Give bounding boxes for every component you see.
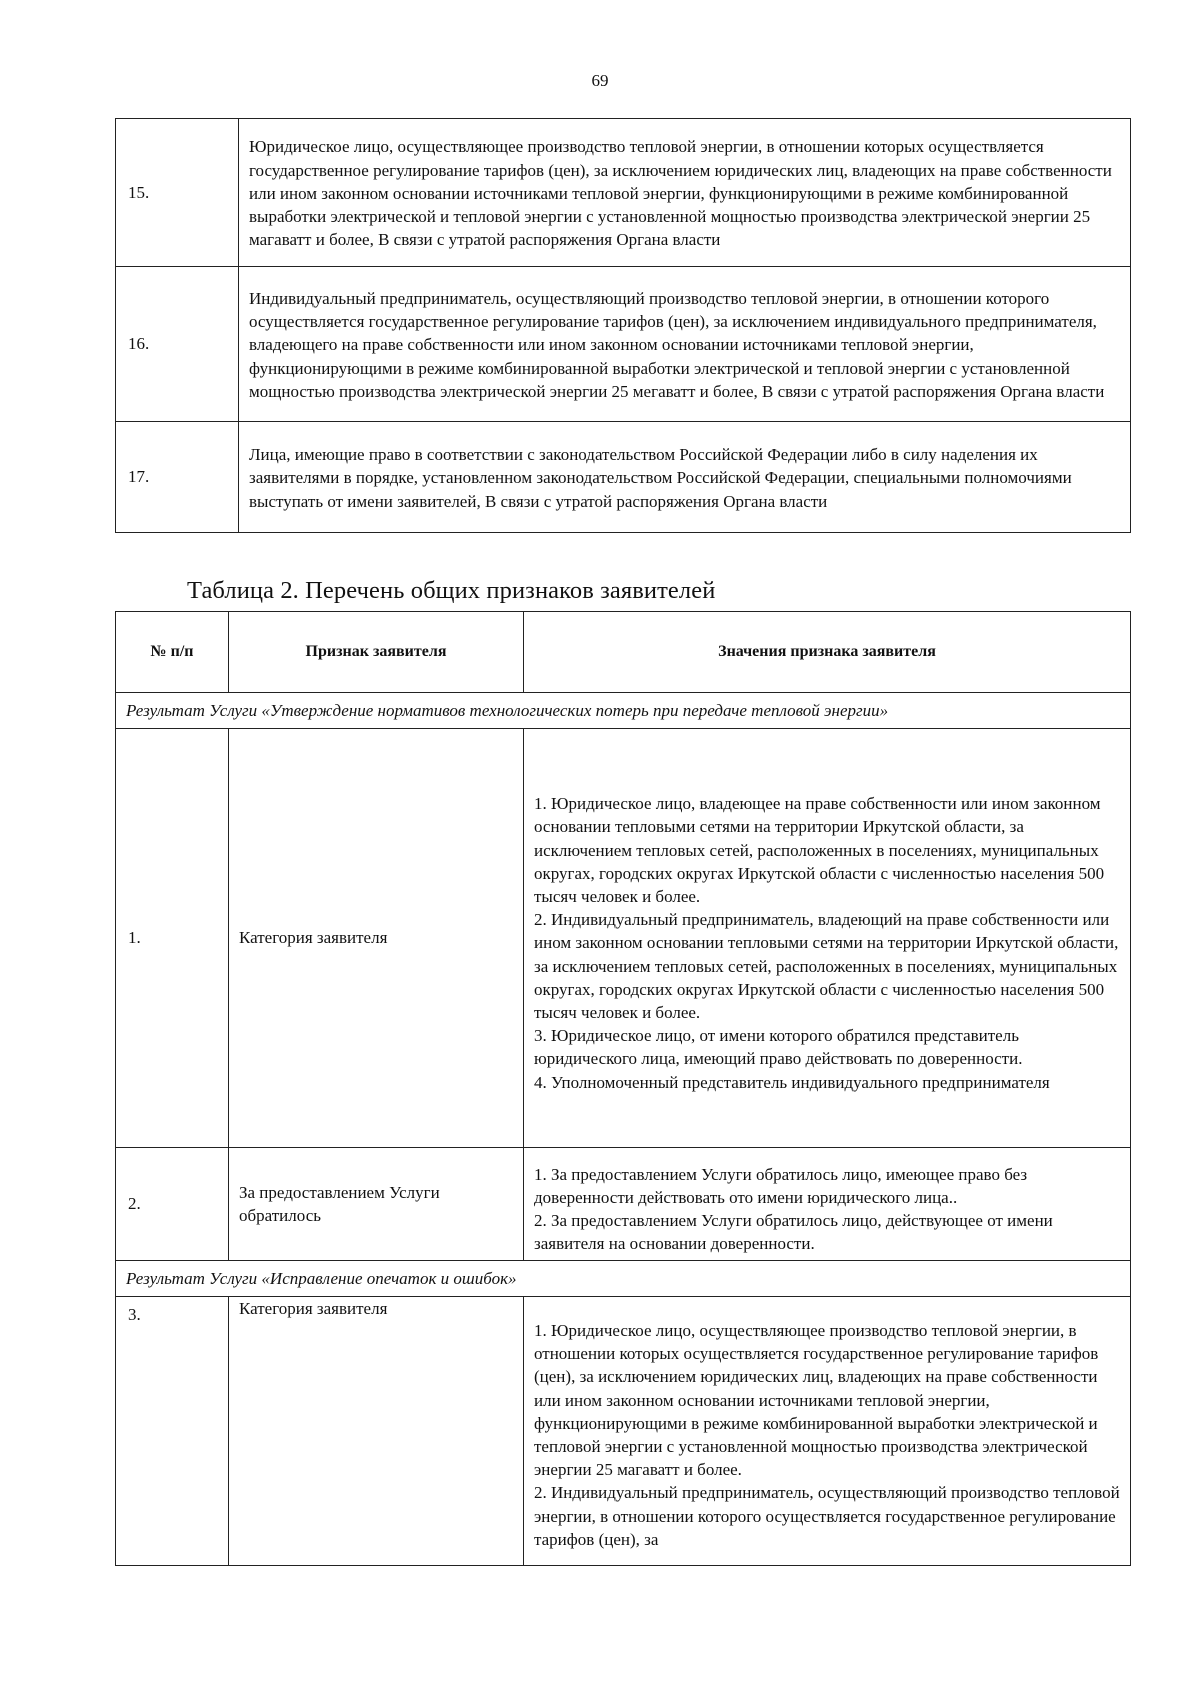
section-row — [116, 1261, 1131, 1297]
row-number: 16. — [116, 267, 239, 422]
section-row — [116, 693, 1131, 729]
row-values — [524, 729, 1131, 1148]
table-row — [116, 1148, 1131, 1261]
row-number: 2. — [116, 1148, 229, 1261]
value-item: 4. Уполномоченный представитель индивидуального предпринимателя — [534, 1072, 1050, 1092]
row-number: 17. — [116, 422, 239, 533]
header-values: Значения признака заявителя — [524, 612, 1131, 693]
row-criterion: Категория заявителя — [229, 729, 524, 1148]
value-list — [534, 1297, 1120, 1565]
table-row — [116, 729, 1131, 1148]
row-text: Лица, имеющие право в соответствии с законодательством Российской Федерации либо в силу наделения их заявителями в порядке, установленном законодательством Российской Федерации, специальными полномочиями выступать от имени заявителей, В связи с утратой распоряжения Органа власти — [239, 422, 1131, 533]
section-title: Результат Услуги «Утверждение нормативов технологических потерь при передаче тепловой энергии» — [116, 693, 1131, 729]
header-criterion: Признак заявителя — [229, 612, 524, 693]
page-number: 69 — [591, 71, 609, 90]
table-row — [116, 422, 1131, 533]
row-number: 1. — [116, 729, 229, 1148]
applicant-features-table — [115, 611, 1131, 1566]
row-text: Индивидуальный предприниматель, осуществляющий производство тепловой энергии, в отношении которого осуществляется государственное регулирование тарифов (цен), за исключением индивидуального предпринимателя, владеющего на праве собственности или ином законном основании источниками тепловой энергии, функционирующими в режиме комбинированной выработки электрической и тепловой энергии с установленной мощностью производства электрической энергии 25 мегаватт и более, В связи с утратой распоряжения Органа власти — [239, 267, 1131, 422]
value-item: 2. За предоставлением Услуги обратилось лицо, действующее от имени заявителя на основании доверенности. — [534, 1211, 1053, 1254]
row-text: Юридическое лицо, осуществляющее производство тепловой энергии, в отношении которых осуществляется государственное регулирование тарифов (цен), за исключением юридических лиц, владеющих на праве собственности или ином законном основании источниками тепловой энергии, функционирующими в режиме комбинированной выработки электрической и тепловой энергии с установленной мощностью производства электрической энергии 25 магаватт и более, В связи с утратой распоряжения Органа власти — [239, 119, 1131, 267]
row-criterion: За предоставлением Услуги обратилось — [229, 1148, 524, 1261]
row-values — [524, 1148, 1131, 1261]
row-number: 3. — [116, 1297, 229, 1566]
table-row — [116, 1297, 1131, 1566]
header-row — [116, 612, 1131, 693]
table-row — [116, 267, 1131, 422]
header-number: № п/п — [116, 612, 229, 693]
value-item: 3. Юридическое лицо, от имени которого обратился представитель юридического лица, имеющий право действовать по доверенности. — [534, 1026, 1023, 1069]
section-title: Результат Услуги «Исправление опечаток и ошибок» — [116, 1261, 1131, 1297]
row-criterion: Категория заявителя — [229, 1297, 524, 1566]
value-item: 2. Индивидуальный предприниматель, владеющий на праве собственности или ином законном основании тепловыми сетями на территории Иркутской области, за исключением тепловых сетей, расположенных в поселениях, муниципальных округах, городских округах Иркутской области с численностью населения 500 тысяч человек и более. — [534, 910, 1119, 1022]
continuation-table — [115, 118, 1131, 533]
value-item: 1. За предоставлением Услуги обратилось лицо, имеющее право без доверенности действовать ото имени юридического лица.. — [534, 1164, 1028, 1207]
value-item: 1. Юридическое лицо, владеющее на праве собственности или ином законном основании тепловыми сетями на территории Иркутской области, за исключением тепловых сетей, расположенных в поселениях, муниципальных округах, городских округах Иркутской области с численностью населения 500 тысяч человек и более. — [534, 794, 1105, 906]
value-item: 1. Юридическое лицо, осуществляющее производство тепловой энергии, в отношении которых осуществляется государственное регулирование тарифов (цен), за исключением юридических лиц, владеющих на праве собственности или ином законном основании источниками тепловой энергии, функционирующими в режиме комбинированной выработки электрической и тепловой энергии с установленной мощностью производства электрической энергии 25 магаватт и более. — [534, 1321, 1099, 1480]
row-number: 15. — [116, 119, 239, 267]
table-caption: Таблица 2. Перечень общих признаков заявителей — [187, 577, 716, 604]
value-item: 2. Индивидуальный предприниматель, осуществляющий производство тепловой энергии, в отношении которого осуществляется государственное регулирование тарифов (цен), за — [534, 1483, 1120, 1549]
row-values — [524, 1297, 1131, 1566]
table-row — [116, 119, 1131, 267]
